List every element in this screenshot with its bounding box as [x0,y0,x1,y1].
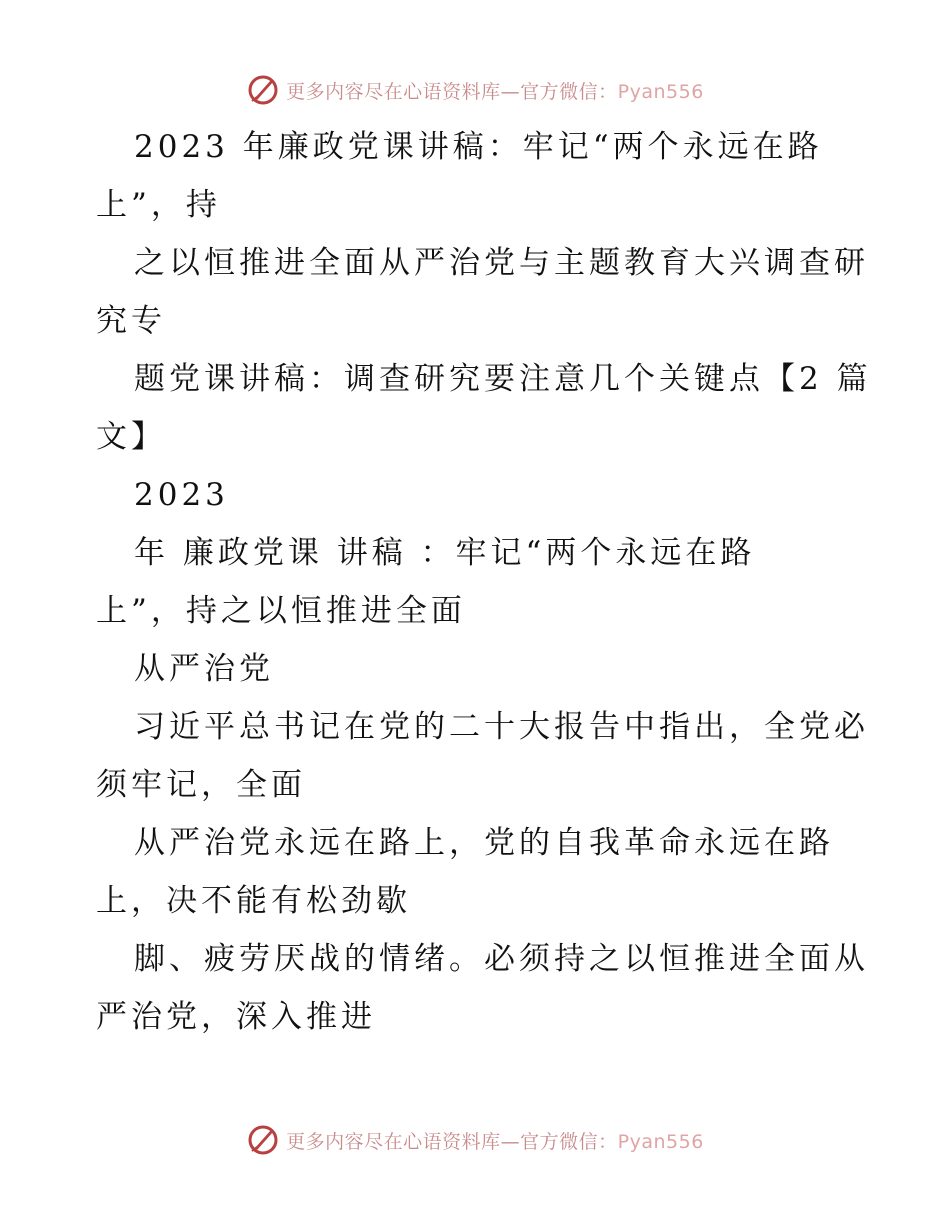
header-watermark [0,70,950,110]
watermark-text: 更多内容尽在心语资料库—官方微信：Pyan556 [286,1130,704,1153]
text-line: 年 廉政党课 讲稿 ：牢记“两个永远在路 [134,535,756,571]
text-line: 上，决不能有松劲歇 [96,883,411,919]
text-line: 从严治党 [134,651,274,687]
watermark-handle: Pyan556 [617,1130,704,1153]
quill-logo-icon [246,73,280,107]
text-line: 习近平总书记在党的二十大报告中指出，全党必 [134,709,869,745]
text-line: 题党课讲稿：调查研究要注意几个关键点【2 篇 [134,361,872,397]
text-line: 从严治党永远在路上，党的自我革命永远在路 [134,825,834,861]
text-line: 脚、疲劳厌战的情绪。必须持之以恒推进全面从 [134,941,869,977]
footer-watermark [0,1120,950,1160]
text-line: 2023 [134,477,229,513]
text-line: 究专 [96,303,166,339]
text-line: 之以恒推进全面从严治党与主题教育大兴调查研 [134,245,869,281]
text-line: 文】 [96,419,166,455]
quill-logo-icon [246,1123,280,1157]
document-body [96,118,872,1046]
text-line: 严治党，深入推进 [96,999,376,1035]
text-line: 上”，持之以恒推进全面 [96,593,466,629]
text-line: 2023 年廉政党课讲稿：牢记“两个永远在路 [134,129,823,165]
text-line: 须牢记，全面 [96,767,306,803]
watermark-handle: Pyan556 [617,80,704,103]
text-line: 上”，持 [96,187,221,223]
watermark-text: 更多内容尽在心语资料库—官方微信：Pyan556 [286,80,704,103]
